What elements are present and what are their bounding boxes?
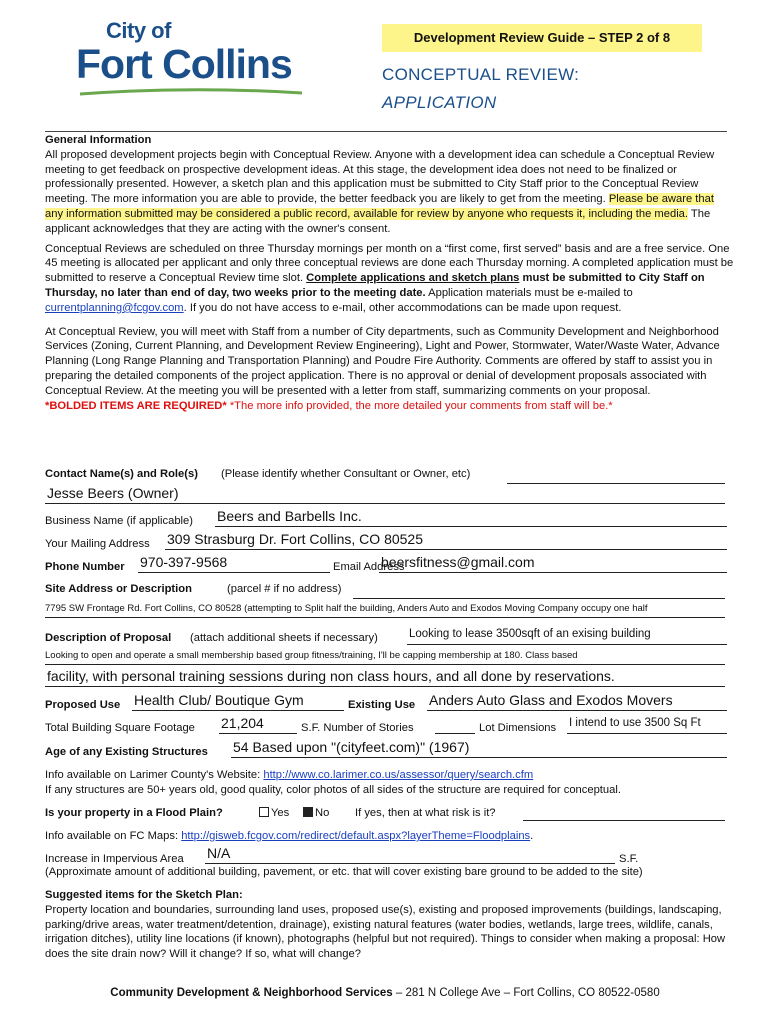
public-record-notice: Please be aware that any information submitted may be considered a public record, available for review by anyone who requests it, including the media. (45, 193, 714, 220)
p2-email-text: Application materials must be e-mailed to (428, 286, 633, 299)
flood-risk-label: If yes, then at what risk is it? (355, 807, 496, 819)
phone-email-row (45, 554, 727, 574)
fcmaps-link[interactable]: http://gisweb.fcgov.com/redirect/default.aspx?layerTheme=Floodplains (181, 830, 531, 842)
fcmaps-text: Info available on FC Maps: (45, 830, 179, 842)
general-heading: General Information (45, 134, 152, 146)
mailing-row (45, 531, 727, 551)
p2-accommodation: . If you do not have access to e-mail, other accommodations can be made upon request. (183, 301, 622, 314)
site-value-row (45, 601, 727, 621)
email-label: Email Address (333, 561, 405, 573)
sqft-field[interactable]: 21,204 (219, 715, 297, 734)
phone-field[interactable]: 970-397-9568 (138, 554, 330, 573)
required-note-line (45, 399, 735, 414)
required-note: *BOLDED ITEMS ARE REQUIRED* (45, 399, 227, 412)
site-label: Site Address or Description (45, 583, 192, 595)
larimer-info (45, 768, 735, 798)
lot-label: Lot Dimensions (479, 722, 557, 734)
larimer-link[interactable]: http://www.co.larimer.co.us/assessor/query/search.cfm (263, 769, 534, 781)
contact-row (45, 467, 727, 487)
general-paragraph-2 (45, 242, 735, 316)
description-label: Description of Proposal (45, 632, 172, 644)
sketch-plan-section (45, 888, 735, 962)
impervious-unit: S.F. (619, 853, 639, 865)
logo-line2: Fort Collins (76, 41, 292, 87)
impervious-note: (Approximate amount of additional building, pavement, or etc. that will cover existing bare ground to be added to the site) (45, 866, 643, 878)
business-row (45, 508, 727, 528)
mailing-field[interactable]: 309 Strasburg Dr. Fort Collins, CO 80525 (165, 531, 727, 550)
stories-field[interactable] (435, 715, 475, 734)
flood-row (45, 804, 727, 824)
city-logo (76, 18, 306, 96)
contact-hint: (Please identify whether Consultant or Owner, etc) (221, 468, 471, 480)
email-link[interactable]: currentplanning@fcgov.com (45, 301, 184, 314)
use-row (45, 692, 727, 712)
impervious-field[interactable]: N/A (205, 845, 615, 864)
p1-text: All proposed development projects begin with Conceptual Review. Anyone with a development idea can schedule a Conceptual Review meeting to get feedback on prospective development ideas. At this stage, the development idea does not need to be finalized or professionally presented. However, a sketch plan and this application must be submitted to City Staff prior to the Conceptual Review meeting. The more information you are able to provide, the better feedback you are likely to get from the meeting. (45, 148, 715, 206)
page-title: CONCEPTUAL REVIEW: (382, 65, 580, 84)
age-field[interactable]: 54 Based upon "(cityfeet.com)" (1967) (231, 739, 727, 758)
stories-label: S.F. Number of Stories (301, 722, 414, 734)
step-label: Development Review Guide – STEP 2 of 8 (382, 24, 702, 52)
footer-dept: Community Development & Neighborhood Services (110, 987, 393, 999)
sketch-text: Property location and boundaries, surrounding land uses, proposed use(s), existing and proposed improvements (buildings, landscaping, parking/drive areas, water treatment/detention, drainage), existing natural features (water bodies, wetlands, large trees, wildlife, canals, irrigation ditches), utility line locations (if known), photographs (helpful but not required). Things to consider when making a proposal: How does the site drain now? Will it change? If so, what will change? (45, 903, 726, 961)
age-row (45, 739, 727, 759)
site-row (45, 582, 727, 602)
contact-line (507, 467, 725, 484)
flood-label: Is your property in a Flood Plain? (45, 807, 223, 819)
flood-no-label: No (315, 807, 330, 819)
email-field[interactable]: beersfitness@gmail.com (379, 554, 727, 573)
lot-field[interactable]: I intend to use 3500 Sq Ft (567, 715, 727, 734)
proposed-use-field[interactable]: Health Club/ Boutique Gym (132, 692, 344, 711)
flood-no-option[interactable] (303, 806, 329, 821)
impervious-row (45, 845, 727, 865)
general-paragraph-1 (45, 148, 735, 237)
description-row-2 (45, 648, 727, 668)
description-field-3[interactable]: facility, with personal training sessions during non class hours, and all done by reservations. (45, 668, 725, 687)
description-hint: (attach additional sheets if necessary) (190, 632, 378, 644)
description-field-2[interactable]: Looking to open and operate a small membership based group fitness/training, I'll be capping membership at 180. Class based (45, 648, 725, 665)
page-subtitle: APPLICATION (382, 93, 497, 112)
contact-value-row (45, 485, 727, 505)
age-label: Age of any Existing Structures (45, 746, 208, 758)
logo-swoosh-icon (80, 88, 302, 96)
description-field-1[interactable]: Looking to lease 3500sqft of an exising building (407, 626, 727, 645)
impervious-label: Increase in Impervious Area (45, 853, 184, 865)
page-footer (0, 986, 770, 1001)
general-paragraph-3 (45, 325, 735, 399)
description-row-3 (45, 668, 727, 688)
p3-text: At Conceptual Review, you will meet with Staff from a number of City departments, such as Community Development and Neighborhood Services (Zoning, Current Planning, and Development Review Engineering), Light and Power, Stormwater, Water/Waste Water, Advance Planning (Long Range Planning and Transportation Planning) and Poudre Fire Authority. Comments are offered by staff to assist you in preparing the detailed components of the project application. There is no approval or denial of development proposals associated with Conceptual Review. At the meeting you will be presented with a letter from staff, summarizing comments on your proposal. (45, 325, 720, 397)
flood-yes-label: Yes (271, 807, 290, 819)
flood-yes-option[interactable] (259, 806, 289, 821)
larimer-text: Info available on Larimer County's Website: (45, 769, 261, 781)
p2-deadline: must be submitted to City Staff on Thursday, no later than end of day, two weeks prior to the meeting date. (45, 272, 705, 299)
p2-text: Conceptual Reviews are scheduled on three Thursday mornings per month on a “first come, first served” basis and are a free service. One 45 meeting is allocated per applicant and only three conceptual reviews are done each Thursday morning. A completed application must be submitted to reserve a Conceptual Review time slot. (45, 242, 734, 285)
consent-text: The applicant acknowledges that they are acting with the owner's consent. (45, 207, 711, 235)
contact-field[interactable]: Jesse Beers (Owner) (45, 485, 725, 504)
flood-risk-field[interactable] (523, 804, 725, 821)
site-hint: (parcel # if no address) (227, 583, 342, 595)
description-row (45, 626, 727, 646)
existing-use-field[interactable]: Anders Auto Glass and Exodos Movers (427, 692, 727, 711)
fcmaps-info: Info available on FC Maps: http://gisweb.fcgov.com/redirect/default.aspx?layerTheme=Floodplains. (45, 830, 534, 842)
logo-line1: City of (106, 18, 171, 43)
proposed-use-label: Proposed Use (45, 699, 121, 711)
business-field[interactable]: Beers and Barbells Inc. (215, 508, 727, 527)
contact-label: Contact Name(s) and Role(s) (45, 468, 198, 480)
general-info (45, 133, 735, 413)
size-row (45, 715, 727, 735)
existing-use-label: Existing Use (348, 699, 416, 711)
sqft-label: Total Building Square Footage (45, 722, 195, 734)
more-info-note: *The more info provided, the more detailed your comments from staff will be.* (229, 399, 613, 412)
mailing-label: Your Mailing Address (45, 538, 150, 550)
business-label: Business Name (if applicable) (45, 515, 193, 527)
site-line (353, 582, 725, 599)
photos-note: If any structures are 50+ years old, good quality, color photos of all sides of the structure are required for conceptual. (45, 783, 621, 796)
phone-label: Phone Number (45, 561, 125, 573)
footer-address: – 281 N College Ave – Fort Collins, CO 80522-0580 (395, 987, 660, 999)
flood-no-checkbox[interactable] (303, 807, 313, 817)
p2-required-underline: Complete applications and sketch plans (306, 272, 520, 285)
sketch-heading: Suggested items for the Sketch Plan: (45, 889, 243, 901)
flood-yes-checkbox[interactable] (259, 807, 269, 817)
header-divider (45, 131, 727, 132)
site-field[interactable]: 7795 SW Frontage Rd. Fort Collins, CO 80528 (attempting to Split half the building, Anders Auto and Exodos Moving Company occupy one half (45, 601, 725, 618)
